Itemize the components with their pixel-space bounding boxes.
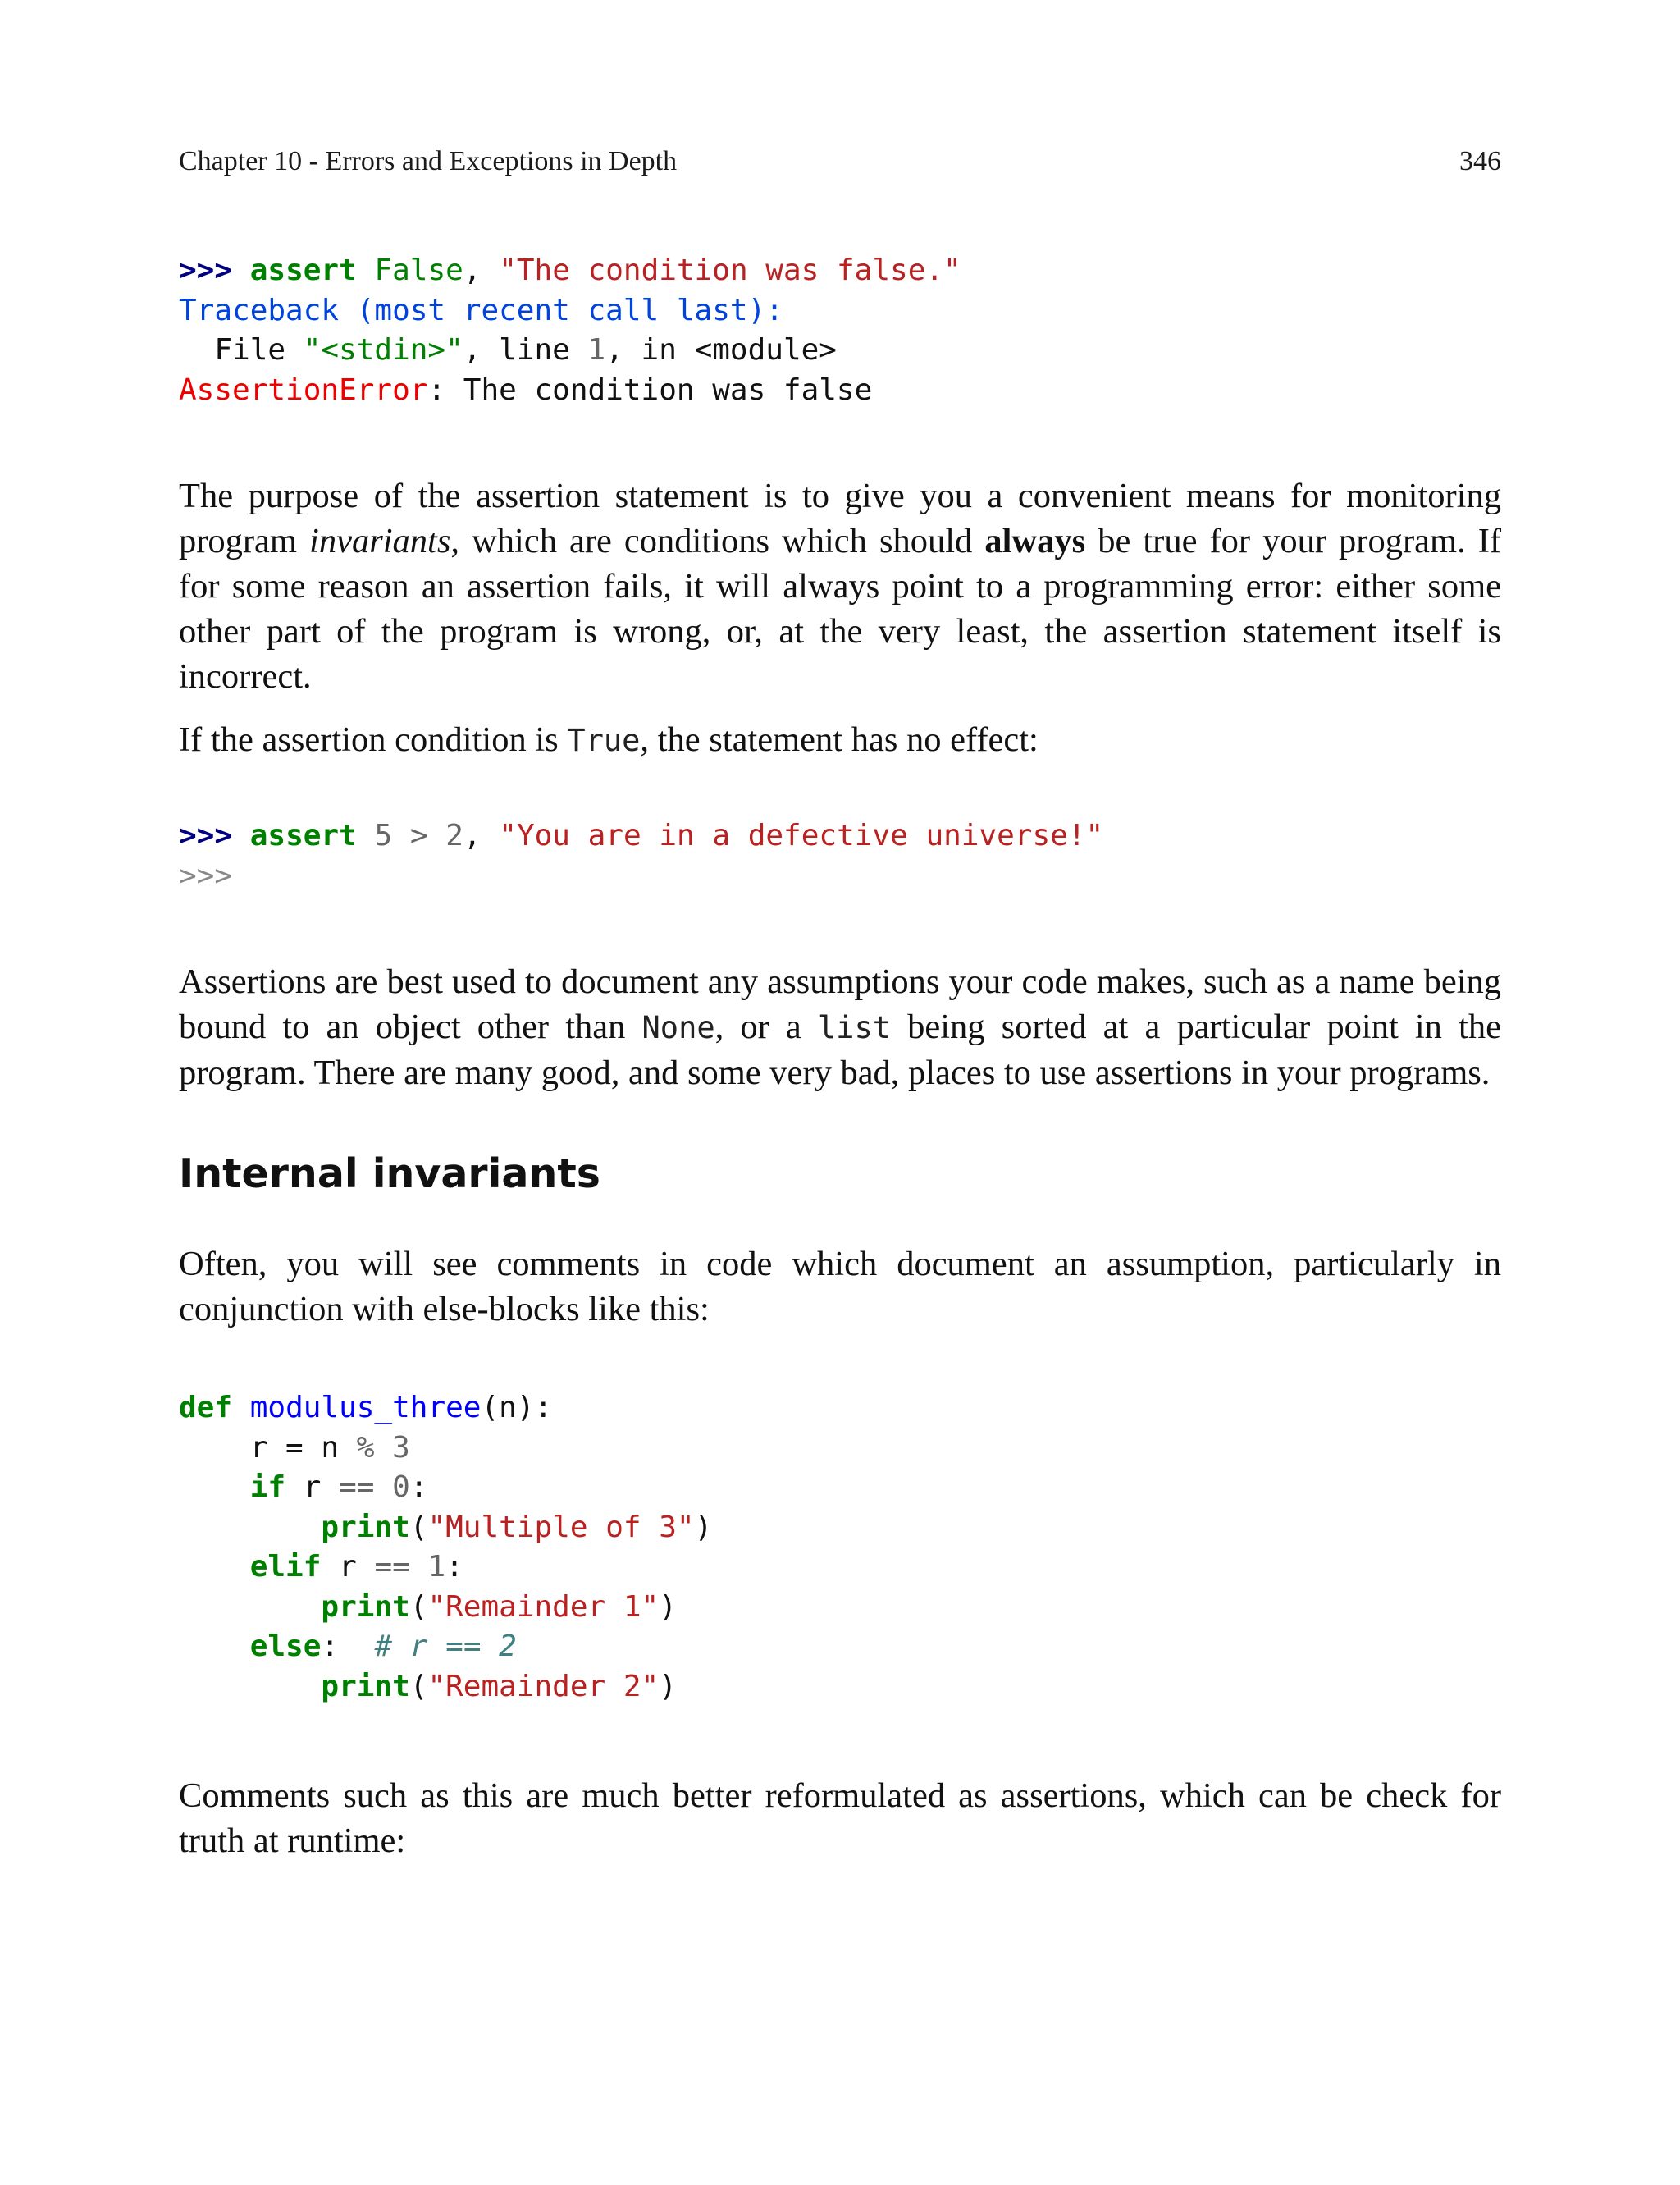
page-number: 346	[1459, 146, 1501, 176]
paren-close: )	[659, 1669, 677, 1703]
keyword-elif: elif	[249, 1550, 322, 1584]
number-literal: 2	[445, 819, 463, 853]
builtin-print: print	[321, 1669, 410, 1703]
text-run: being sorted at a particular point in the program. There are many good, and some very bad, places to use assertions in your programs.	[179, 1008, 1501, 1092]
code-block-modulus-three	[179, 1388, 712, 1707]
string-literal: "The condition was false."	[499, 254, 961, 287]
code-block-assert-false	[179, 251, 961, 410]
number-literal: 3	[392, 1430, 410, 1465]
builtin-print: print	[321, 1589, 410, 1624]
traceback-line-number: 1	[587, 333, 606, 367]
string-literal: "Remainder 1"	[427, 1589, 660, 1624]
function-name: modulus_three	[249, 1391, 482, 1424]
inline-code-list: list	[817, 1010, 891, 1045]
paren-open: (	[409, 1669, 428, 1703]
text-run: , which are conditions which should	[450, 522, 985, 560]
traceback-module: , in <module>	[605, 333, 837, 367]
number-literal: 0	[392, 1470, 410, 1504]
text-run: , the statement has no effect:	[640, 720, 1039, 759]
inline-code-true: True	[567, 723, 641, 758]
assign-r: r = n	[249, 1430, 357, 1465]
string-literal: "You are in a defective universe!"	[499, 819, 1104, 853]
text-run: Assertions are best used to document any assumptions your code makes, such as a name being bound to an object other than	[179, 962, 1501, 1046]
variable-r: r	[339, 1550, 375, 1584]
number-literal: 1	[427, 1550, 446, 1584]
paren-close: )	[694, 1510, 713, 1544]
traceback-file-label: File	[179, 333, 304, 367]
repl-prompt: >>>	[179, 819, 233, 853]
traceback-line-label: , line	[463, 333, 588, 367]
keyword-assert: assert	[249, 254, 357, 287]
comma: ,	[463, 254, 482, 287]
variable-r: r	[303, 1470, 340, 1504]
operator-equals: ==	[374, 1550, 410, 1584]
colon: :	[445, 1550, 463, 1584]
operator-modulo: %	[356, 1430, 375, 1465]
keyword-def: def	[179, 1391, 233, 1424]
number-literal: 5	[374, 819, 393, 853]
paragraph-no-effect	[179, 717, 1501, 763]
paren-open: (	[409, 1510, 428, 1544]
text-run: The purpose of the assertion statement is to give you a convenient means for monitoring program	[179, 477, 1501, 560]
paragraph-assertions-best-used	[179, 959, 1501, 1095]
operator-greater: >	[409, 819, 428, 853]
string-literal: "Remainder 2"	[427, 1669, 660, 1703]
code-block-assert-true	[179, 816, 1103, 896]
text-run: , or a	[714, 1008, 818, 1046]
repl-prompt-empty: >>>	[179, 858, 233, 893]
paren-open: (	[409, 1589, 428, 1624]
section-heading: Internal invariants	[179, 1150, 600, 1197]
colon: :	[321, 1630, 340, 1663]
inline-code-none: None	[641, 1010, 715, 1045]
constant-false: False	[374, 254, 463, 287]
exception-message: : The condition was false	[427, 373, 873, 407]
chapter-title: Chapter 10 - Errors and Exceptions in Depth	[179, 146, 678, 176]
paren-close: )	[659, 1589, 677, 1624]
traceback-header: Traceback (most recent call last):	[179, 293, 783, 327]
colon: :	[409, 1470, 428, 1504]
traceback-file-name: "<stdin>"	[303, 333, 463, 367]
operator-equals: ==	[339, 1470, 375, 1504]
italic-invariants: invariants	[309, 522, 451, 560]
code-comment: # r == 2	[374, 1630, 517, 1663]
comma: ,	[463, 819, 482, 853]
paragraph-comments-assumption: Often, you will see comments in code which document an assumption, particularly in conjunction with else-blocks like this:	[179, 1245, 1501, 1328]
builtin-print: print	[321, 1510, 410, 1544]
bold-always: always	[984, 522, 1086, 560]
keyword-else: else	[249, 1630, 322, 1663]
keyword-assert: assert	[249, 819, 357, 853]
exception-name: AssertionError	[179, 373, 428, 407]
paragraph-assertion-purpose	[179, 473, 1501, 699]
keyword-if: if	[249, 1470, 286, 1504]
string-literal: "Multiple of 3"	[427, 1510, 695, 1544]
function-signature: (n):	[481, 1391, 553, 1424]
repl-prompt: >>>	[179, 254, 233, 287]
paragraph-reformulate-assertions: Comments such as this are much better reformulated as assertions, which can be check for truth at runtime:	[179, 1776, 1501, 1860]
text-run: If the assertion condition is	[179, 720, 568, 759]
text-run: be true for your program. If for some reason an assertion fails, it will always point to a programming error: either some other part of the program is wrong, or, at the very least, the assertion statement itself is incorrect.	[179, 522, 1501, 696]
